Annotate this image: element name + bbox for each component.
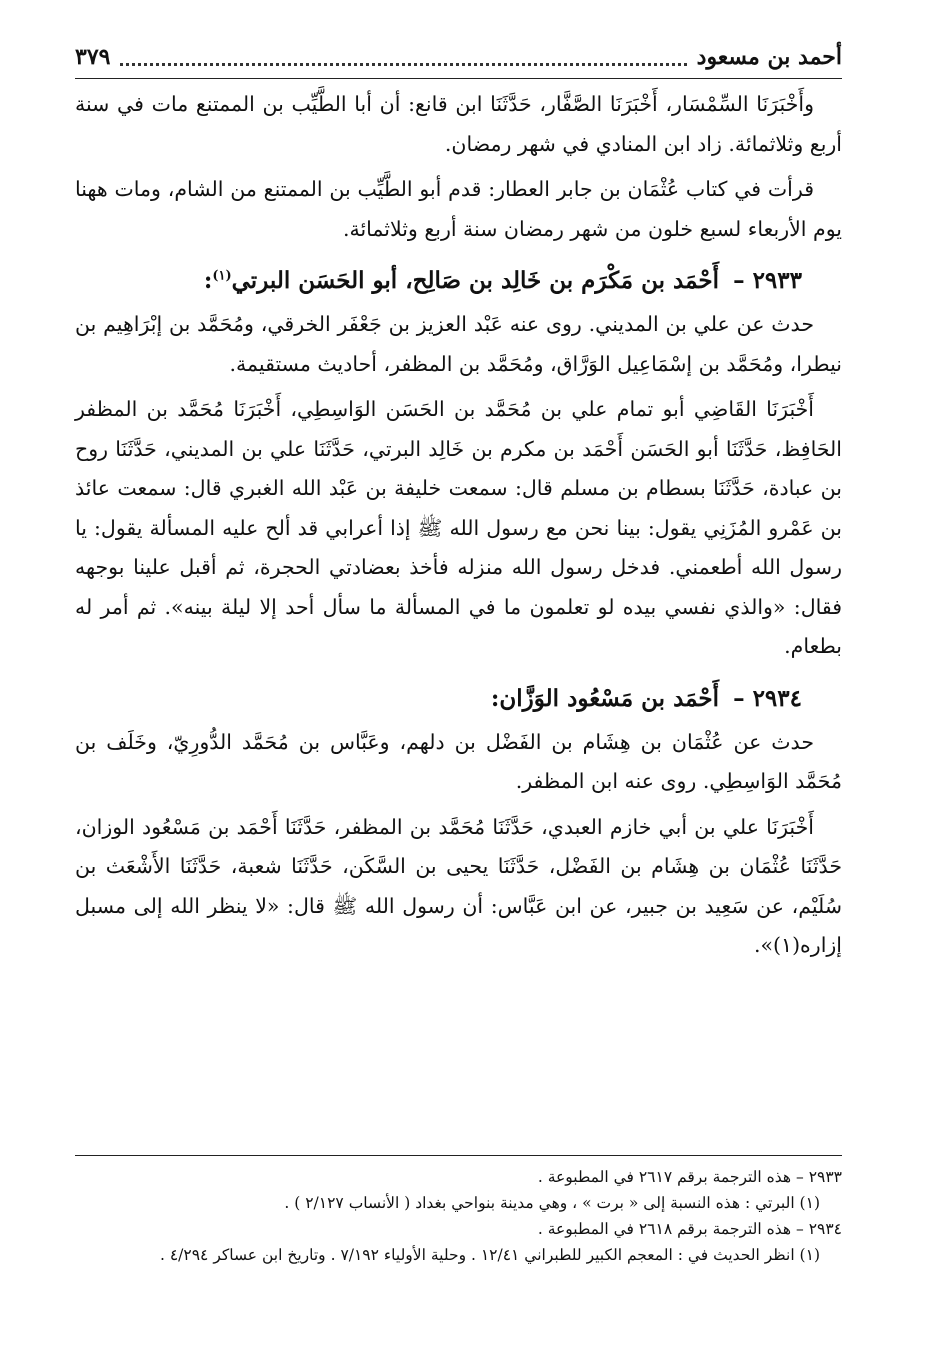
footnote: ٢٩٣٤ – هذه الترجمة برقم ٢٦١٨ في المطبوعة .	[537, 1220, 842, 1238]
page-header	[75, 40, 842, 79]
footnote-ref: (١)	[212, 268, 232, 284]
paragraph: حدث عن علي بن المديني. روى عنه عَبْد العزيز بن جَعْفَر الخرقي، ومُحَمَّد بن إبْرَاهِيم بن نيطرا، ومُحَمَّد بن إسْمَاعِيل الوَرَّاق، ومُحَمَّد بن المظفر، أحاديث مستقيمة.	[75, 312, 842, 376]
paragraph: قرأت في كتاب عُثْمَان بن جابر العطار: قدم أبو الطَّيِّب بن الممتنع من الشام، ومات ههنا يوم الأربعاء لسبع خلون من شهر رمضان سنة أربع وثلاثمائة.	[75, 177, 842, 241]
entry-number: ٢٩٣٣ –	[733, 267, 802, 294]
entry-colon: :	[203, 267, 213, 294]
footnote: (١) انظر الحديث في : المعجم الكبير للطبراني ١٢/٤١ . وحلية الأولياء ٧/١٩٢ . وتاريخ ابن عساكر ٤/٢٩٤ .	[160, 1246, 820, 1264]
entry-colon: :	[490, 684, 500, 712]
paragraph: حدث عن عُثْمَان بن هِشَام بن الفَضْل بن دلهم، وعَبَّاس بن مُحَمَّد الدُّورِيّ، وخَلَف بن مُحَمَّد الوَاسِطِي. روى عنه ابن المظفر.	[75, 729, 842, 793]
paragraph: وأَخْبَرَنَا السِّمْسَار، أَخْبَرَنَا الصَّفَّار، حَدَّثَنَا ابن قانع: أن أبا الطَّيِّب بن الممتنع مات في سنة أربع وثلاثمائة. زاد ابن المنادي في شهر رمضان.	[75, 92, 842, 156]
paragraph: أَخْبَرَنَا القَاضِي أبو تمام علي بن مُحَمَّد بن الحَسَن الوَاسِطِي، أَخْبَرَنَا مُحَمَّد بن المظفر الحَافِظ، حَدَّثَنَا أبو الحَسَن أَحْمَد بن مكرم بن خَالِد البرتي، حَدَّثَنَا علي بن المديني، حَدَّثَنَا روح بن عبادة، حَدَّثَنَا بسطام بن مسلم قال: سمعت خليفة بن عَبْد الله الغبري قال: سمعت عائذ بن عَمْرو المُزَنِي يقول: بينا نحن مع رسول الله ﷺ إذا أعرابي قد ألح عليه المسألة يقول: يا رسول الله أطعمني. فدخل رسول الله منزله فأخذ بعضادتي الحجرة، ثم أقبل علينا بوجهه فقال: «والذي نفسي بيده لو تعلمون ما في المسألة ما سأل أحد إلا ليلة بينه». ثم أمر له بطعام.	[75, 397, 842, 658]
page-number: ٣٧٩	[75, 44, 111, 70]
paragraph: أَخْبَرَنَا علي بن أبي خازم العبدي، حَدَّثَنَا مُحَمَّد بن المظفر، حَدَّثَنَا أَحْمَد بن مَسْعُود الوزان، حَدَّثَنَا عُثْمَان بن هِشَام بن الفَضْل، حَدَّثَنَا يحيى بن السَّكَن، حَدَّثَنَا شعبة، حَدَّثَنَا الأَشْعَث بن سُلَيْم، عن سَعِيد بن جبير، عن ابن عَبَّاس: أن رسول الله ﷺ قال: «لا ينظر الله إلى مسبل إزاره(١)».	[75, 814, 842, 957]
entry-number: ٢٩٣٤ –	[733, 684, 802, 712]
running-title: أحمد بن مسعود	[696, 44, 842, 70]
header-leader-dots	[120, 63, 686, 66]
entry-title-2934	[75, 677, 802, 721]
footnotes	[75, 1155, 842, 1268]
entry-name: أَحْمَد بن مَكْرَم بن خَالِد بن صَالِح، أبو الحَسَن البرتي	[231, 267, 720, 294]
entry-name: أَحْمَد بن مَسْعُود الوَزَّان	[499, 684, 720, 712]
footnote: ٢٩٣٣ – هذه الترجمة برقم ٢٦١٧ في المطبوعة .	[537, 1168, 842, 1186]
footnote: (١) البرتي : هذه النسبة إلى « برت » ، وهي مدينة بنواحي بغداد ( الأنساب ٢/١٢٧ ) .	[284, 1194, 820, 1212]
entry-title-2933	[75, 259, 802, 303]
